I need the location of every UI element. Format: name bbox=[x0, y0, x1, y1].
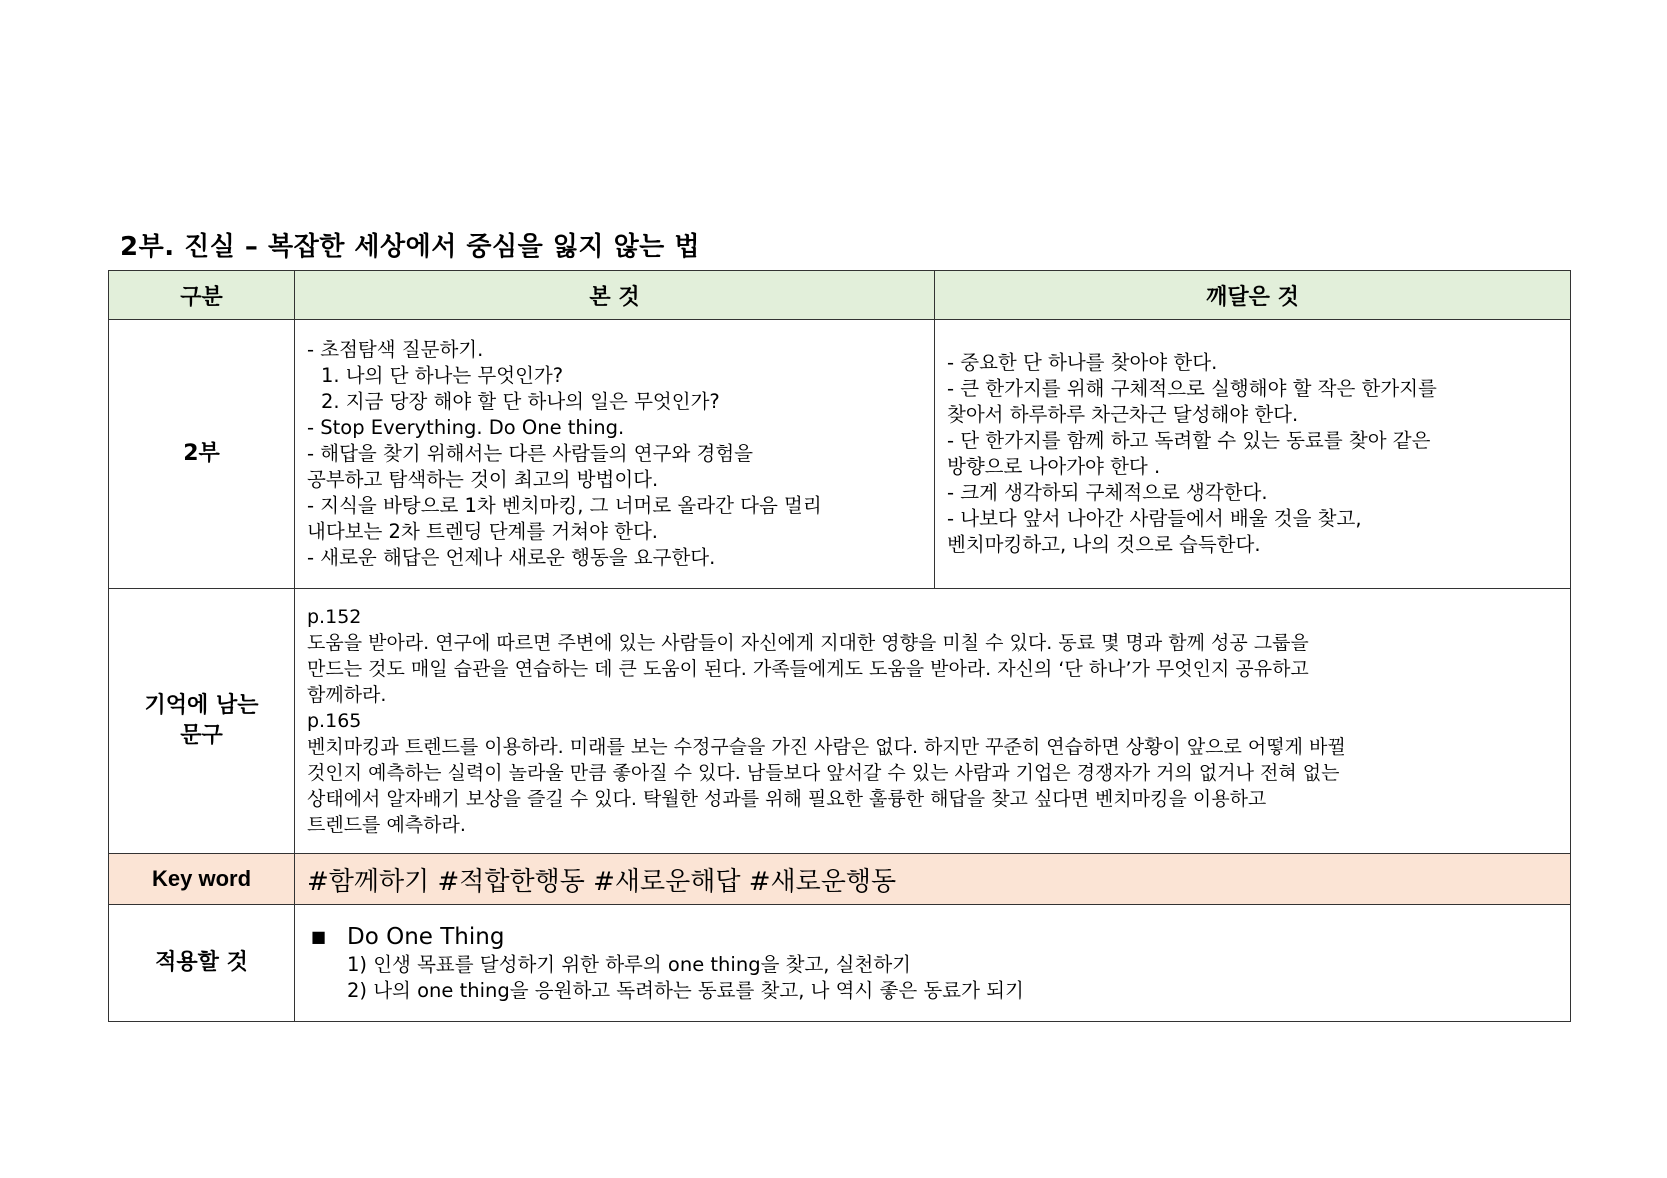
header-category: 구분 bbox=[109, 271, 295, 320]
quote-line: 도움을 받아라. 연구에 따르면 주변에 있는 사람들이 자신에게 지대한 영향을 미칠 수 있다. 동료 몇 명과 함께 성공 그룹을 bbox=[307, 632, 1309, 654]
seen-line: 공부하고 탐색하는 것이 최고의 방법이다. bbox=[307, 468, 659, 491]
realized-line: 찾아서 하루하루 차근차근 달성해야 한다. bbox=[947, 403, 1299, 426]
seen-line: 내다보는 2차 트렌딩 단계를 거쳐야 한다. bbox=[307, 520, 658, 543]
part2-realized-cell bbox=[935, 320, 1571, 589]
part2-label: 2부 bbox=[109, 320, 295, 589]
realized-line: - 나보다 앞서 나아간 사람들에서 배울 것을 찾고, bbox=[947, 507, 1362, 530]
seen-line: - 초점탐색 질문하기. bbox=[307, 338, 484, 361]
keyword-text: #함께하기 #적합한행동 #새로운해답 #새로운행동 bbox=[295, 854, 1571, 905]
apply-item: 2) 나의 one thing을 응원하고 독려하는 동료를 찾고, 나 역시 좋은 동료가 되기 bbox=[347, 979, 1024, 1003]
seen-line: 2. 지금 당장 해야 할 단 하나의 일은 무엇인가? bbox=[321, 390, 720, 413]
quote-line: 트렌드를 예측하라. bbox=[307, 814, 466, 836]
part2-row bbox=[109, 320, 1571, 589]
apply-bullet-text: Do One Thing bbox=[347, 923, 505, 950]
header-seen: 본 것 bbox=[295, 271, 935, 320]
quotes-row bbox=[109, 589, 1571, 854]
apply-row bbox=[109, 905, 1571, 1022]
quotes-label-line: 문구 bbox=[180, 723, 223, 748]
quote-line: p.165 bbox=[307, 710, 362, 732]
quote-line: p.152 bbox=[307, 606, 362, 628]
quotes-label-line: 기억에 남는 bbox=[144, 693, 259, 718]
apply-cell bbox=[295, 905, 1571, 1022]
book-review-table bbox=[108, 270, 1571, 1022]
realized-line: 방향으로 나아가야 한다 . bbox=[947, 455, 1161, 478]
apply-label: 적용할 것 bbox=[109, 905, 295, 1022]
realized-line: - 중요한 단 하나를 찾아야 한다. bbox=[947, 351, 1218, 374]
realized-line: - 크게 생각하되 구체적으로 생각한다. bbox=[947, 481, 1268, 504]
quote-line: 상태에서 알자배기 보상을 즐길 수 있다. 탁월한 성과를 위해 필요한 훌륭한 해답을 찾고 싶다면 벤치마킹을 이용하고 bbox=[307, 788, 1267, 810]
apply-bullet bbox=[311, 922, 1560, 953]
realized-line: - 큰 한가지를 위해 구체적으로 실행해야 할 작은 한가지를 bbox=[947, 377, 1437, 400]
quote-line: 함께하라. bbox=[307, 684, 387, 706]
header-row bbox=[109, 271, 1571, 320]
realized-line: - 단 한가지를 함께 하고 독려할 수 있는 동료를 찾아 같은 bbox=[947, 429, 1431, 452]
quotes-cell bbox=[295, 589, 1571, 854]
quote-line: 것인지 예측하는 실력이 놀라울 만큼 좋아질 수 있다. 남들보다 앞서갈 수 있는 사람과 기업은 경쟁자가 거의 없거나 전혀 없는 bbox=[307, 762, 1340, 784]
realized-line: 벤치마킹하고, 나의 것으로 습득한다. bbox=[947, 533, 1261, 556]
part2-seen-cell bbox=[295, 320, 935, 589]
header-realized: 깨달은 것 bbox=[935, 271, 1571, 320]
seen-line: - 새로운 해답은 언제나 새로운 행동을 요구한다. bbox=[307, 546, 716, 569]
document-title: 2부. 진실 – 복잡한 세상에서 중심을 잃지 않는 법 bbox=[120, 232, 700, 262]
quote-line: 벤치마킹과 트렌드를 이용하라. 미래를 보는 수정구슬을 가진 사람은 없다. 하지만 꾸준히 연습하면 상황이 앞으로 어떻게 바뀔 bbox=[307, 736, 1346, 758]
quotes-label bbox=[109, 589, 295, 854]
seen-line: 1. 나의 단 하나는 무엇인가? bbox=[321, 364, 564, 387]
seen-line: - 지식을 바탕으로 1차 벤치마킹, 그 너머로 올라간 다음 멀리 bbox=[307, 494, 822, 517]
quote-line: 만드는 것도 매일 습관을 연습하는 데 큰 도움이 된다. 가족들에게도 도움을 받아라. 자신의 ‘단 하나’가 무엇인지 공유하고 bbox=[307, 658, 1309, 680]
square-bullet-icon: ■ bbox=[311, 927, 327, 947]
seen-line: - Stop Everything. Do One thing. bbox=[307, 416, 625, 439]
keyword-label: Key word bbox=[109, 854, 295, 905]
keyword-row bbox=[109, 854, 1571, 905]
seen-line: - 해답을 찾기 위해서는 다른 사람들의 연구와 경험을 bbox=[307, 442, 754, 465]
apply-item: 1) 인생 목표를 달성하기 위한 하루의 one thing을 찾고, 실천하기 bbox=[347, 953, 912, 977]
